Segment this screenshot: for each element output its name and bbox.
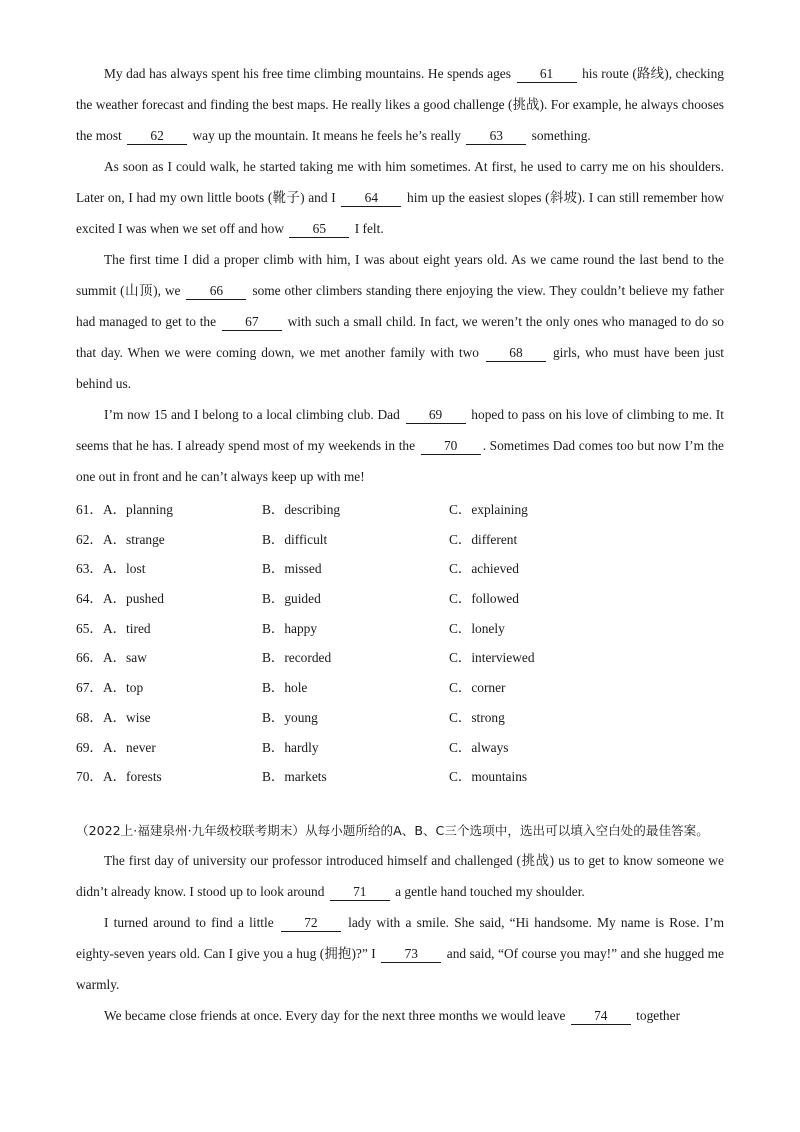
question-number: 64． <box>76 591 103 607</box>
option-a[interactable]: A．saw <box>103 650 147 666</box>
blank-62: 62 <box>127 127 187 145</box>
paragraph-text: some other climbers standing there enjoying the view. They couldn’t believe my father had managed to get to the <box>76 283 724 329</box>
question-number: 69． <box>76 739 103 755</box>
option-b[interactable]: B．difficult <box>262 531 328 547</box>
paragraph-text: I’m now 15 and I belong to a local climbing club. Dad <box>104 407 404 422</box>
document-page <box>76 58 724 1031</box>
question-number: 66． <box>76 650 103 666</box>
blank-73: 73 <box>381 945 441 963</box>
option-b[interactable]: B．hole <box>262 680 308 696</box>
paragraph-text: him up the easiest slopes (斜坡). I can still remember how excited I was when we set off and how <box>76 190 724 236</box>
blank-61: 61 <box>517 65 577 83</box>
option-b[interactable]: B．markets <box>262 769 327 785</box>
option-a[interactable]: A．lost <box>103 561 146 577</box>
blank-70: 70 <box>421 437 481 455</box>
option-a[interactable]: A．forests <box>103 769 162 785</box>
options-list <box>76 495 724 792</box>
blank-68: 68 <box>486 344 546 362</box>
option-a[interactable]: A．pushed <box>103 591 164 607</box>
blank-72: 72 <box>281 914 341 932</box>
option-row <box>76 762 724 792</box>
question-number: 65． <box>76 620 103 636</box>
paragraph-text: I turned around to find a little <box>104 914 279 930</box>
option-c[interactable]: C．mountains <box>449 769 528 785</box>
paragraph-text: together <box>632 1007 681 1023</box>
paragraph-text: and said, “Of course you may!” and she hugged me warmly. <box>76 945 724 992</box>
option-c[interactable]: C．strong <box>449 709 505 725</box>
passage2-paragraph-2 <box>76 907 724 1000</box>
passage-paragraph-3 <box>76 244 724 399</box>
option-a[interactable]: A．planning <box>103 502 173 517</box>
option-b[interactable]: B．recorded <box>262 650 332 666</box>
question-number: 67． <box>76 680 103 696</box>
option-c[interactable]: C．explaining <box>449 502 528 517</box>
option-row <box>76 614 724 644</box>
section-header: （2022上·福建泉州·九年级校联考期末）从每小题所给的A、B、C三个选项中，选出可以填入空白处的最佳答案。 <box>76 822 709 838</box>
option-c[interactable]: C．different <box>449 531 518 547</box>
paragraph-text: The first day of university our professor introduced himself and challenged (挑战) us to get to know someone we didn’t already know. I stood up to look around <box>76 852 724 899</box>
option-row <box>76 643 724 673</box>
blank-66: 66 <box>186 282 246 300</box>
option-a[interactable]: A．strange <box>103 531 165 547</box>
question-number: 62． <box>76 531 103 547</box>
passage-paragraph-4 <box>76 399 724 492</box>
blank-69: 69 <box>406 406 466 424</box>
option-c[interactable]: C．achieved <box>449 561 519 577</box>
option-b[interactable]: B．hardly <box>262 739 319 755</box>
option-a[interactable]: A．top <box>103 680 144 696</box>
option-b[interactable]: B．missed <box>262 561 322 577</box>
passage2-paragraph-3 <box>76 1000 724 1031</box>
paragraph-text: I felt. <box>351 221 384 236</box>
blank-74: 74 <box>571 1007 631 1025</box>
option-row <box>76 703 724 733</box>
passage-paragraph-2 <box>76 151 724 244</box>
option-c[interactable]: C．lonely <box>449 620 505 636</box>
passage-paragraph-1 <box>76 58 724 151</box>
paragraph-text: his route (路线), checking the weather forecast and finding the best maps. He really likes a good challenge (挑战). For example, he always chooses the most <box>76 66 724 143</box>
option-row <box>76 673 724 703</box>
paragraph-text: My dad has always spent his free time climbing mountains. He spends ages <box>104 66 515 81</box>
option-row <box>76 584 724 614</box>
option-b[interactable]: B．young <box>262 709 318 725</box>
option-c[interactable]: C．always <box>449 739 509 755</box>
option-c[interactable]: C．followed <box>449 591 519 607</box>
blank-71: 71 <box>330 883 390 901</box>
option-a[interactable]: A．tired <box>103 620 151 636</box>
paragraph-text: a gentle hand touched my shoulder. <box>391 883 585 899</box>
paragraph-text: way up the mountain. It means he feels he’s really <box>189 128 465 143</box>
option-b[interactable]: B．guided <box>262 591 321 607</box>
question-number: 68． <box>76 709 103 725</box>
option-c[interactable]: C．corner <box>449 680 506 696</box>
blank-63: 63 <box>466 127 526 145</box>
question-number: 70． <box>76 769 103 785</box>
paragraph-text: with such a small child. In fact, we weren’t the only ones who managed to do so that day. When we were coming down, we met another family with two <box>76 314 724 360</box>
paragraph-text: We became close friends at once. Every day for the next three months we would leave <box>104 1007 569 1023</box>
paragraph-text: hoped to pass on his love of climbing to me. It seems that he has. I already spend most of my weekends in the <box>76 407 724 453</box>
option-row <box>76 733 724 763</box>
option-row <box>76 525 724 555</box>
option-c[interactable]: C．interviewed <box>449 650 535 666</box>
option-a[interactable]: A．never <box>103 739 156 755</box>
blank-65: 65 <box>289 220 349 238</box>
paragraph-text: something. <box>528 128 591 143</box>
blank-67: 67 <box>222 313 282 331</box>
option-row <box>76 495 724 525</box>
option-b[interactable]: B．describing <box>262 502 341 517</box>
option-b[interactable]: B．happy <box>262 620 318 636</box>
passage2-paragraph-1 <box>76 845 724 907</box>
question-number: 63． <box>76 561 103 577</box>
paragraph-text: . Sometimes Dad comes too but now I’m the one out in front and he can’t always keep up with me! <box>76 438 725 484</box>
paragraph-text: lady with a smile. She said, “Hi handsome. My name is Rose. I’m eighty-seven years old. Can I give you a hug (拥抱)?” I <box>76 914 724 961</box>
paragraph-text: The first time I did a proper climb with him, I was about eight years old. As we came round the last bend to the summit (山顶), we <box>76 252 724 298</box>
blank-64: 64 <box>341 189 401 207</box>
paragraph-text: As soon as I could walk, he started taking me with him sometimes. At first, he used to carry me on his shoulders. Later on, I had my own little boots (靴子) and I <box>76 159 724 205</box>
paragraph-text: girls, who must have been just behind us. <box>76 345 725 391</box>
option-row <box>76 554 724 584</box>
question-number: 61． <box>76 502 103 517</box>
option-a[interactable]: A．wise <box>103 709 151 725</box>
